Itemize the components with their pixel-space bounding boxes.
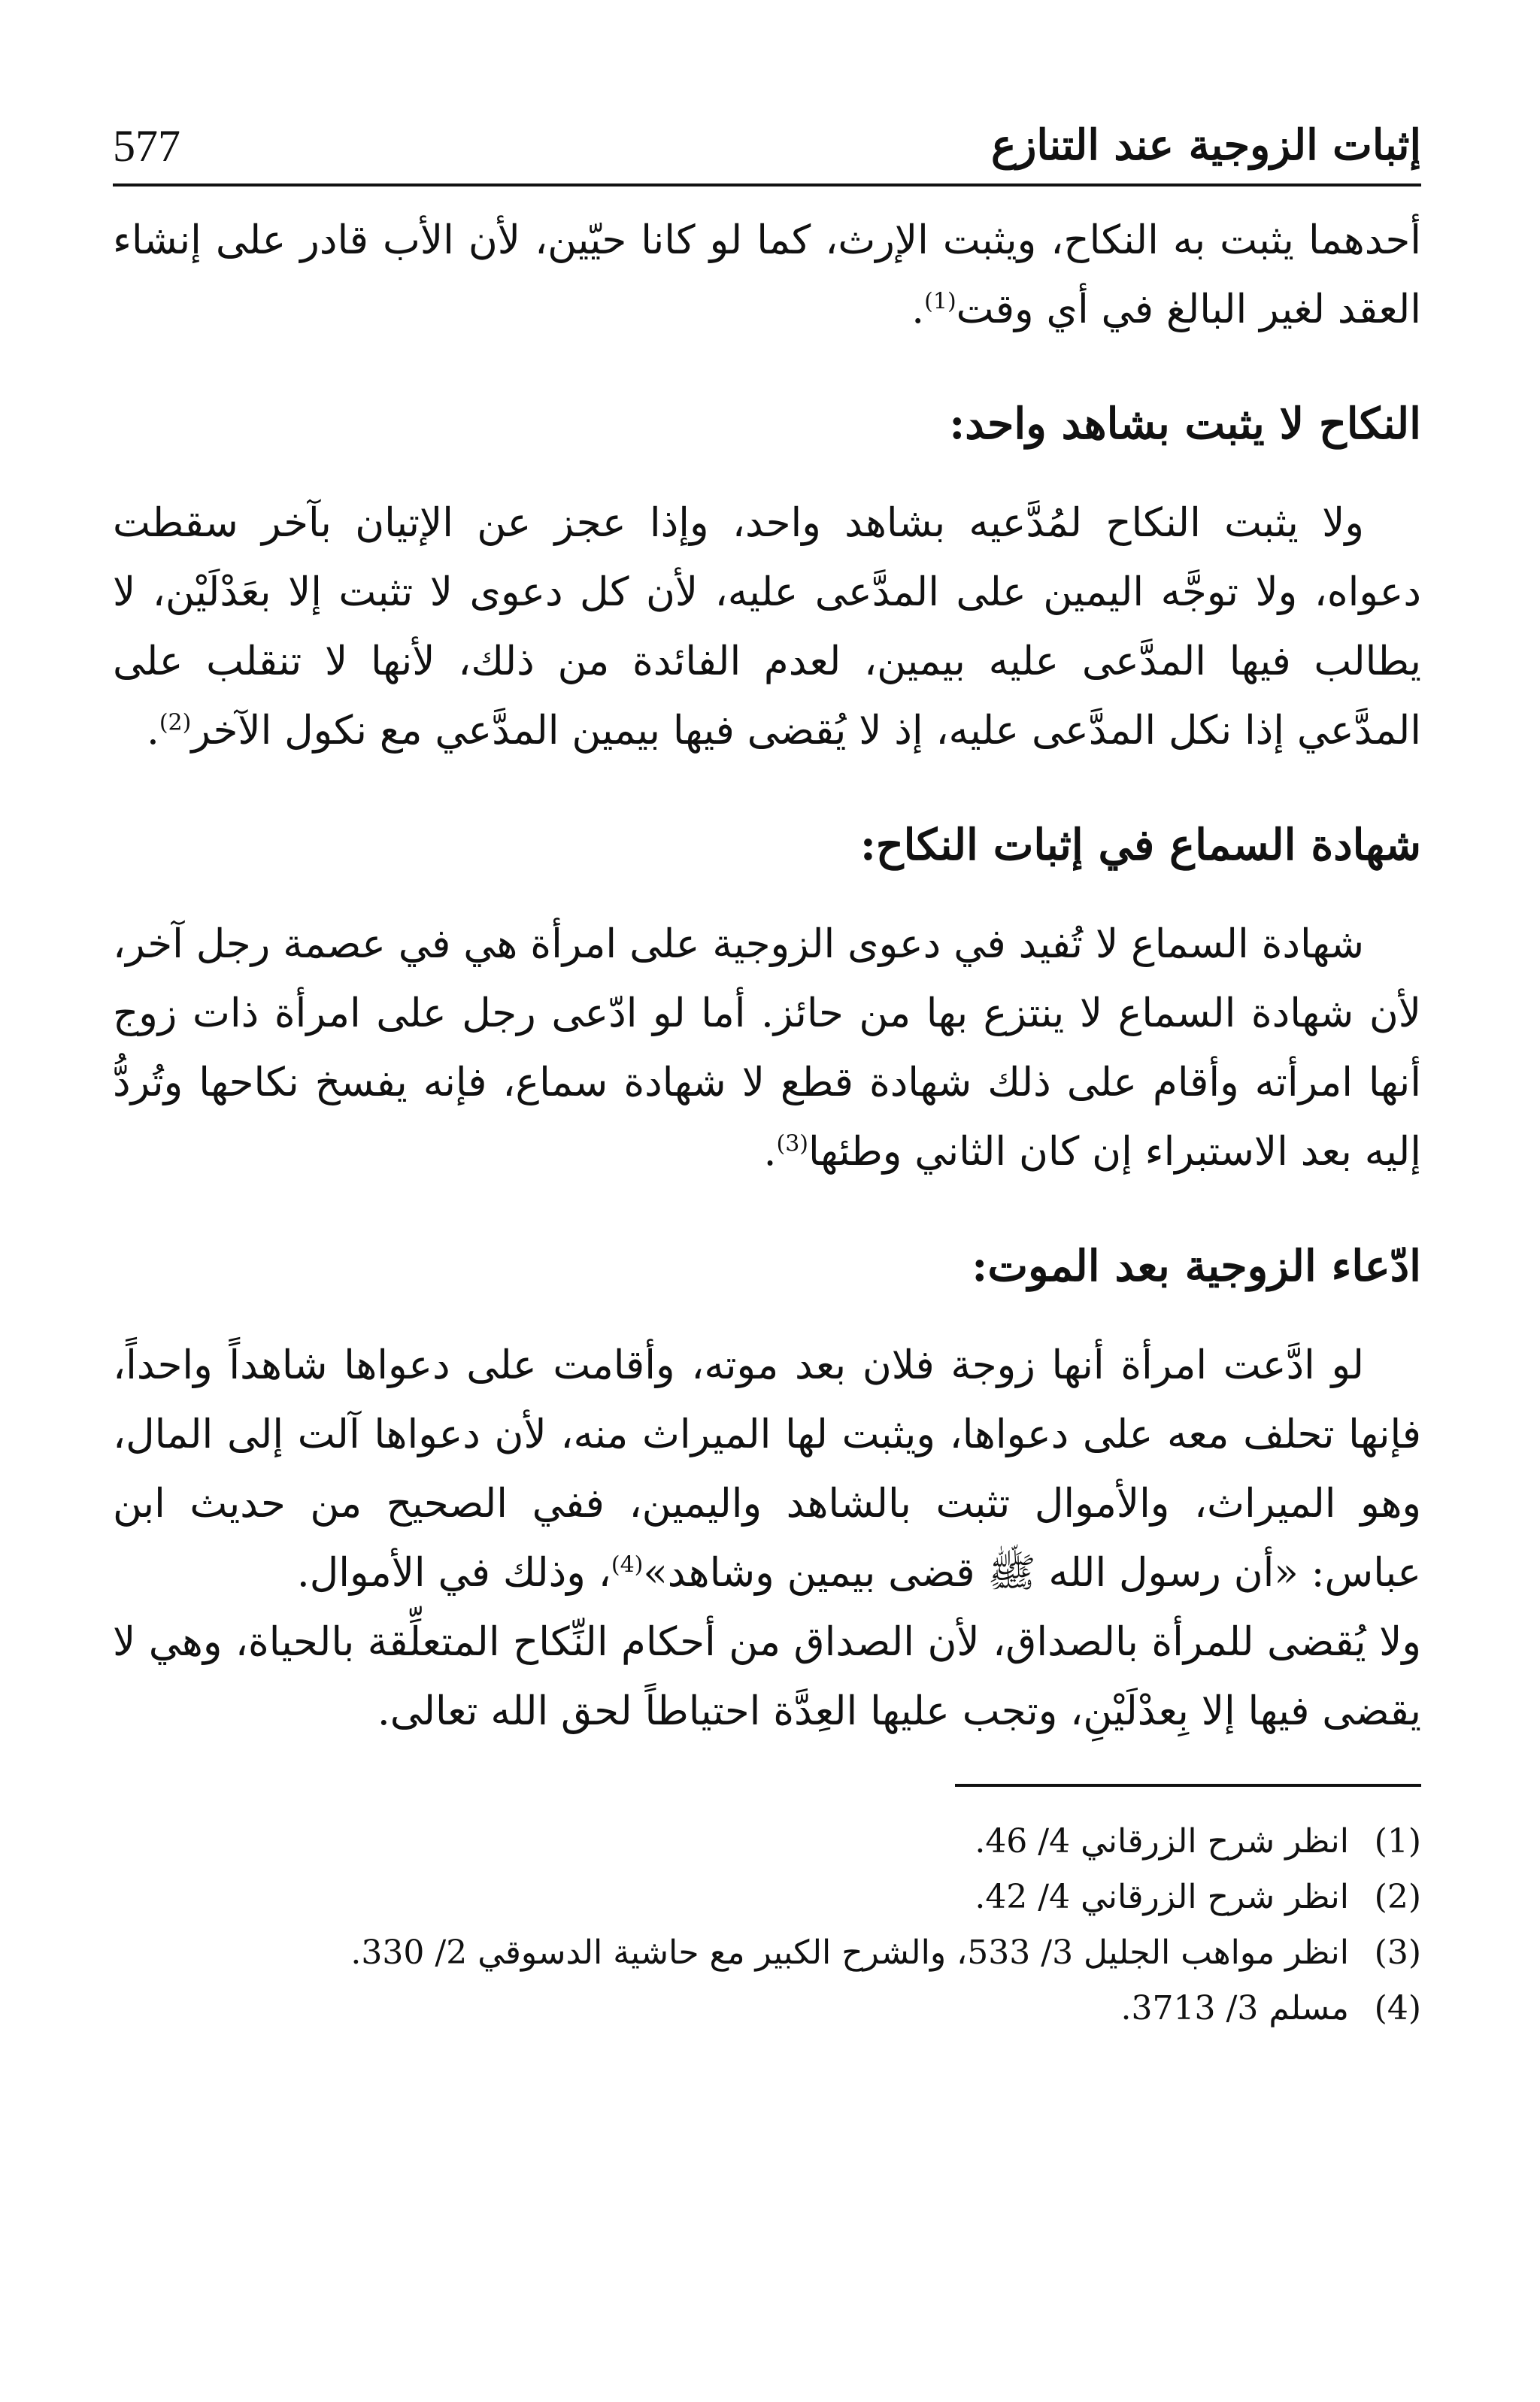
section-heading: ادّعاء الزوجية بعد الموت: <box>972 1241 1421 1291</box>
section-heading: شهادة السماع في إثبات النكاح: <box>859 820 1421 870</box>
paragraph-ending: ، وذلك في الأموال. <box>296 1550 611 1596</box>
footnote-number: (1) <box>1374 1822 1421 1861</box>
footnote-item <box>113 1870 1421 1925</box>
footnote-reference[interactable]: (2) <box>159 709 192 736</box>
running-header <box>113 113 1421 180</box>
footnote-separator <box>955 1784 1421 1787</box>
paragraph-ending: . <box>146 708 159 754</box>
paragraph-text: أحدهما يثبت به النكاح، ويثبت الإرث، كما لو كانا حيّين، لأن الأب قادر على إنشاء العقد لغير البالغ في أي وقت <box>113 217 1421 332</box>
paragraph <box>113 1608 1421 1746</box>
footnote-number: (2) <box>1374 1878 1421 1916</box>
paragraph <box>113 489 1421 766</box>
main-text <box>113 206 1421 1746</box>
page-number: 577 <box>113 121 180 171</box>
footnote-text: انظر شرح الزرقاني 4/ 46. <box>975 1822 1349 1861</box>
footnote-item <box>113 1981 1421 2037</box>
running-header-title: إثبات الزوجية عند التنازع <box>990 120 1421 170</box>
book-page <box>113 113 1421 2037</box>
paragraph-ending: . <box>763 1129 777 1175</box>
footnote-text: انظر مواهب الجليل 3/ 533، والشرح الكبير مع حاشية الدسوقي 2/ 330. <box>350 1933 1349 1972</box>
footnote-number: (3) <box>1374 1933 1421 1972</box>
footnote-item <box>113 1925 1421 1981</box>
paragraph-text: ولا يثبت النكاح لمُدَّعيه بشاهد واحد، وإذا عجز عن الإتيان بآخر سقطت دعواه، ولا توجَّه اليمين على المدَّعى عليه، لأن كل دعوى لا تثبت إلا بعَدْلَيْن، لا يطالب فيها المدَّعى عليه بيمين، لعدم الفائدة من ذلك، لأنها لا تنقلب على المدَّعي إذا نكل المدَّعى عليه، إذ لا يُقضى فيها بيمين المدَّعي مع نكول الآخر <box>113 500 1421 754</box>
paragraph <box>113 910 1421 1187</box>
footnotes-list <box>113 1814 1421 2037</box>
header-rule <box>113 183 1421 187</box>
footnote-reference[interactable]: (1) <box>924 288 956 315</box>
footnote-item <box>113 1814 1421 1870</box>
section-heading: النكاح لا يثبت بشاهد واحد: <box>949 399 1421 449</box>
paragraph-text: شهادة السماع لا تُفيد في دعوى الزوجية على امرأة هي في عصمة رجل آخر، لأن شهادة السماع لا ينتزع بها من حائز. أما لو ادّعى رجل على امرأة ذات زوج أنها امرأته وأقام على ذلك شهادة قطع لا شهادة سماع، فإنه يفسخ نكاحها وتُردُّ إليه بعد الاستبراء إن كان الثاني وطئها <box>113 921 1421 1175</box>
footnote-text: مسلم 3/ 3713. <box>1120 1989 1349 2027</box>
paragraph-ending: . <box>911 287 925 332</box>
paragraph-text: ولا يُقضى للمرأة بالصداق، لأن الصداق من أحكام النِّكاح المتعلِّقة بالحياة، وهي لا يقضى فيها إلا بِعدْلَيْنِ، وتجب عليها العِدَّة احتياطاً لحق الله تعالى. <box>113 1619 1421 1734</box>
paragraph <box>113 206 1421 344</box>
footnote-reference[interactable]: (3) <box>776 1130 809 1157</box>
paragraph-text: لو ادَّعت امرأة أنها زوجة فلان بعد موته، وأقامت على دعواها شاهداً واحداً، فإنها تحلف معه على دعواها، ويثبت لها الميراث منه، لأن دعواها آلت إلى المال، وهو الميراث، والأموال تثبت بالشاهد واليمين، ففي الصحيح من حديث ابن عباس: «أن رسول الله ﷺ قضى بيمين وشاهد» <box>113 1342 1421 1596</box>
paragraph <box>113 1331 1421 1608</box>
footnote-number: (4) <box>1374 1989 1421 2027</box>
footnote-text: انظر شرح الزرقاني 4/ 42. <box>975 1878 1349 1916</box>
footnote-reference[interactable]: (4) <box>611 1551 644 1579</box>
